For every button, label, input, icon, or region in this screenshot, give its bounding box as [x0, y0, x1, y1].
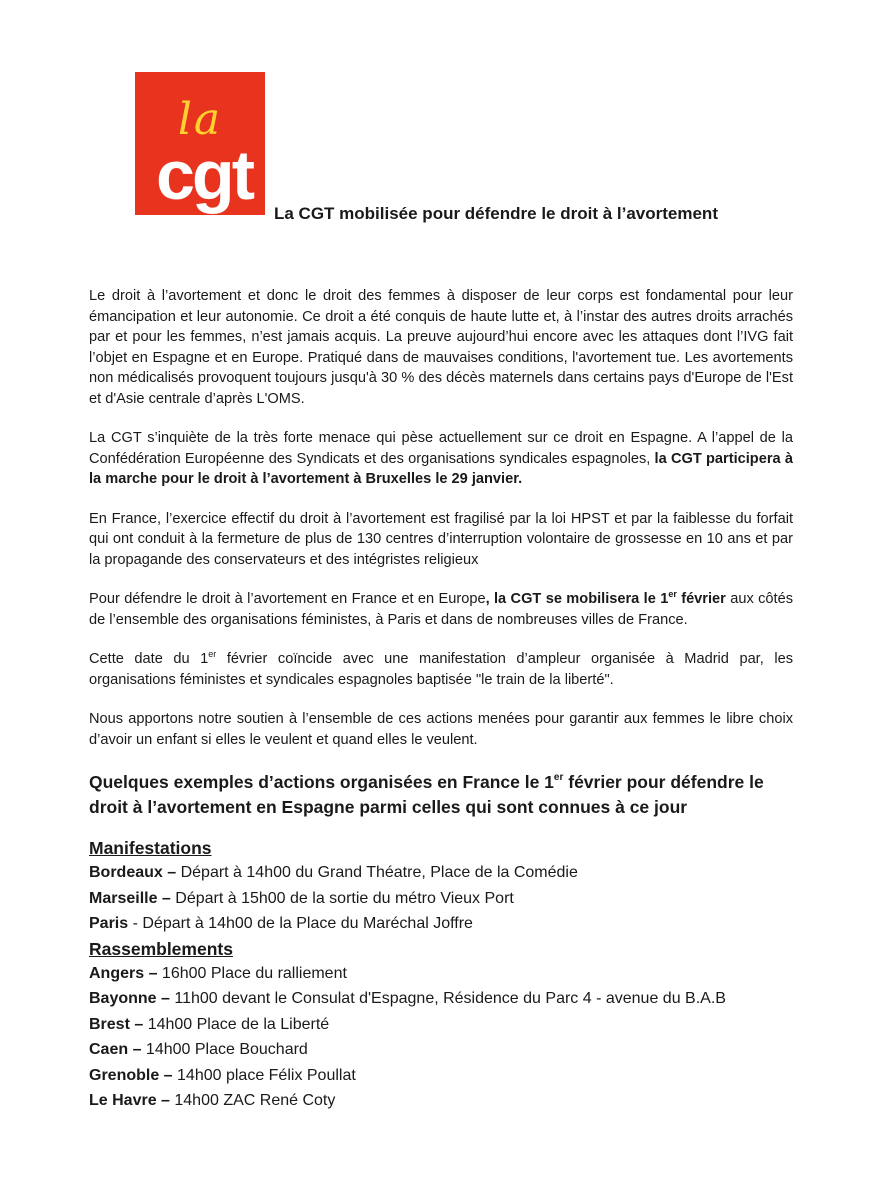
logo-la-text: la [177, 94, 223, 145]
list-item-city: Paris [89, 915, 129, 932]
subhead-a: Quelques exemples d’actions organisées en France le 1 [89, 772, 554, 792]
document-title: La CGT mobilisée pour défendre le droit à l’avortement [274, 204, 718, 223]
list-item-text: 11h00 devant le Consulat d'Espagne, Résidence du Parc 4 - avenue du B.A.B [169, 990, 726, 1007]
list-item-city: Bordeaux – [89, 864, 177, 881]
list-item-city: Caen – [89, 1041, 142, 1058]
paragraph-4 [89, 589, 793, 630]
document-body [89, 286, 793, 1114]
paragraph-4-text: Pour défendre le droit à l’avortement en France et en Europe [89, 591, 486, 607]
subhead-sup: er [553, 772, 564, 783]
list-item [89, 1063, 793, 1089]
list-item-city: Grenoble – [89, 1066, 173, 1084]
actions-subheading [89, 770, 793, 820]
list-item-text: 14h00 place Félix Poullat [172, 1066, 356, 1084]
list-item [89, 1088, 793, 1114]
paragraph-5-sup: er [208, 649, 217, 659]
list-item-text: 14h00 Place Bouchard [141, 1041, 308, 1058]
list-item-city: Marseille – [89, 889, 171, 907]
subhead-b: février pour défendre le droit à l’avortement en Espagne parmi celles qui sont connues à ce jour [89, 772, 764, 817]
paragraph-2 [89, 428, 793, 490]
paragraph-4-rest: aux côtés de l’ensemble des organisations féministes, à Paris et dans de nombreuses villes de France. [89, 591, 793, 628]
list-item-text: - Départ à 14h00 de la Place du Maréchal Joffre [128, 915, 473, 932]
list-item-text: 14h00 Place de la Liberté [143, 1015, 330, 1033]
rassemblements-heading: Rassemblements [89, 938, 233, 959]
list-item [89, 986, 793, 1012]
list-item-text: Départ à 14h00 du Grand Théatre, Place de la Comédie [176, 864, 578, 881]
list-item [89, 1037, 793, 1063]
list-item-city: Le Havre – [89, 1092, 170, 1109]
paragraph-2-text: La CGT s’inquiète de la très forte menace qui pèse actuellement sur ce droit en Espagne. A l’appel de la Confédération Européenne des Syndicats et des organisations syndicales espagnoles, [89, 430, 793, 467]
list-item-city: Brest – [89, 1015, 144, 1033]
logo-cgt-text: cgt [156, 136, 252, 214]
list-item-text: 14h00 ZAC René Coty [169, 1092, 336, 1109]
list-item [89, 1012, 793, 1038]
paragraph-5-b: février coïncide avec une manifestation d’ampleur organisée à Madrid par, les organisations féministes et syndicales espagnoles baptisée "le train de la liberté". [89, 651, 793, 688]
paragraph-3: En France, l’exercice effectif du droit à l’avortement est fragilisé par la loi HPST et par la faiblesse du forfait qui ont conduit à la fermeture de plus de 130 centres d’interruption volontaire de grossesse en 10 ans et par la propagande des conservateurs et des intégristes religieux [89, 510, 793, 568]
paragraph-4-bold-a: , la CGT se mobilisera le 1 [485, 591, 669, 607]
list-item [89, 911, 793, 937]
list-item-text: Départ à 15h00 de la sortie du métro Vieux Port [170, 889, 514, 907]
paragraph-2-bold: la CGT participera à la marche pour le droit à l’avortement à Bruxelles le 29 janvier. [89, 450, 793, 487]
list-item-text: 16h00 Place du ralliement [157, 964, 347, 982]
manifestations-heading: Manifestations [89, 838, 212, 858]
paragraph-4-bold-b: février [676, 591, 726, 607]
list-item [89, 886, 793, 912]
list-item [89, 961, 793, 987]
list-item-city: Angers – [89, 964, 158, 982]
paragraph-5-a: Cette date du 1 [89, 651, 209, 667]
cgt-logo [135, 72, 265, 215]
paragraph-6: Nous apportons notre soutien à l’ensemble de ces actions menées pour garantir aux femmes le libre choix d’avoir un enfant si elles le veulent et quand elles le veulent. [89, 711, 793, 748]
list-item-city: Bayonne – [89, 990, 170, 1007]
paragraph-4-sup: er [668, 589, 677, 599]
paragraph-4-bold [486, 591, 726, 607]
list-item [89, 860, 793, 886]
paragraph-5 [89, 649, 793, 690]
paragraph-1: Le droit à l’avortement et donc le droit des femmes à disposer de leur corps est fondamental pour leur émancipation et leur autonomie. Ce droit a été conquis de haute lutte et, à l’instar des autres droits arrachés par et pour les femmes, n’est jamais acquis. La preuve aujourd’hui encore avec les attaques dont l’IVG fait l’objet en Espagne et en Europe. Pratiqué dans de mauvaises conditions, l'avortement tue. Les avortements non médicalisés provoquent toujours jusqu'à 30 % des décès maternels dans certains pays d'Europe de l'Est et d'Asie centrale d’après L'OMS. [89, 288, 793, 407]
